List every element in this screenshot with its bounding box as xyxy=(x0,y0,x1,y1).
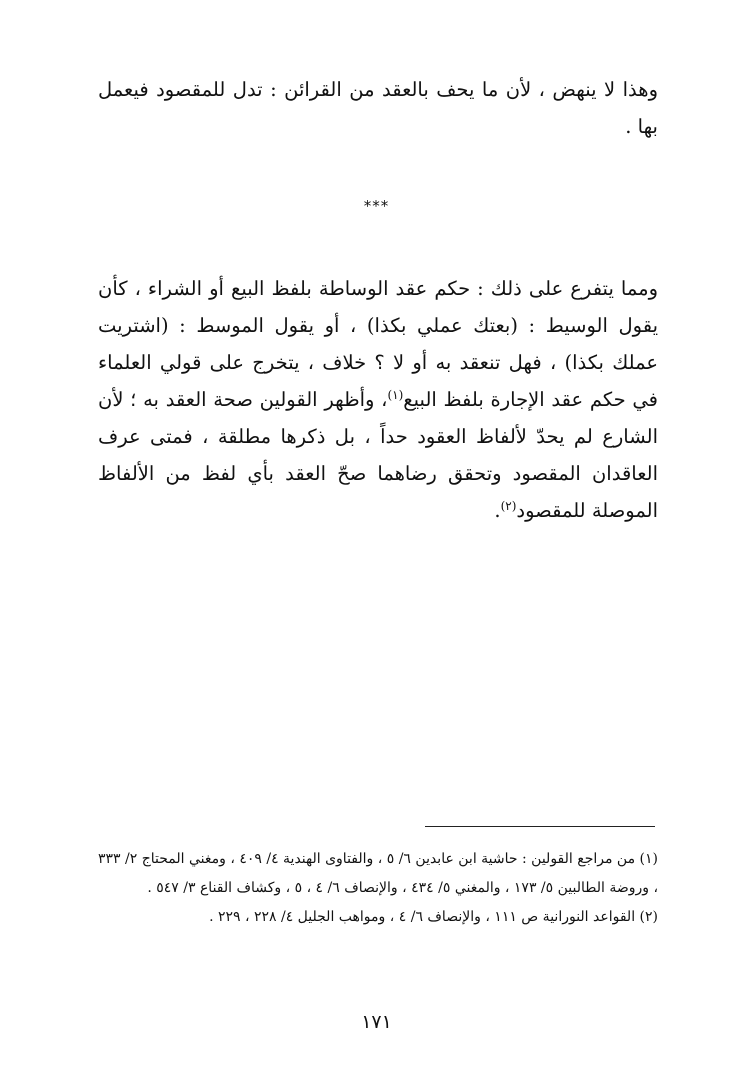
paragraph-2-text-a: ومما يتفرع على ذلك : حكم عقد الوساطة بلفظ البيع أو الشراء ، كأن يقول الوسيط : (بعتك عملي بكذا) ، أو يقول الموسط : (اشتريت عملك بكذا) ، فهل تنعقد به أو لا ؟ خلاف ، يتخرج على قولي العلماء في حكم عقد الإجارة بلفظ البيع xyxy=(98,277,658,411)
page-number: ١٧١ xyxy=(361,1011,392,1033)
footnote-reference-2: (٢) xyxy=(500,499,517,513)
footnote-reference-1: (١) xyxy=(387,388,404,402)
paragraph-2-text-b: ، وأظهر القولين صحة العقد به ؛ لأن الشارع لم يحدّ لألفاظ العقود حداً ، بل ذكرها مطلقة ، فمتى عرف العاقدان المقصود وتحقق رضاهما صحّ العقد بأي لفظ من الألفاظ الموصلة للمقصود xyxy=(98,388,658,522)
section-separator: *** xyxy=(363,197,390,215)
body-paragraph-2 xyxy=(98,270,658,529)
footnotes-section xyxy=(98,845,658,932)
footnote-2: (٢) القواعد النورانية ص ١١١ ، والإنصاف ٦/ ٤ ، ومواهب الجليل ٤/ ٢٢٨ ، ٢٢٩ . xyxy=(209,909,658,925)
footnote-1: (١) من مراجع القولين : حاشية ابن عابدين ٦/ ٥ ، والفتاوى الهندية ٤/ ٤٠٩ ، ومغني المحتاج ٢/ ٣٣٣ ، وروضة الطالبين ٥/ ١٧٣ ، والمغني ٥/ ٤٣٤ ، والإنصاف ٦/ ٤ ، ٥ ، وكشاف القناع ٣/ ٥٤٧ . xyxy=(98,851,658,896)
body-paragraph-1: وهذا لا ينهض ، لأن ما يحف بالعقد من القرائن : تدل للمقصود فيعمل بها . xyxy=(98,78,658,138)
paragraph-2-text-c: . xyxy=(494,499,501,522)
footnote-divider xyxy=(425,826,655,827)
